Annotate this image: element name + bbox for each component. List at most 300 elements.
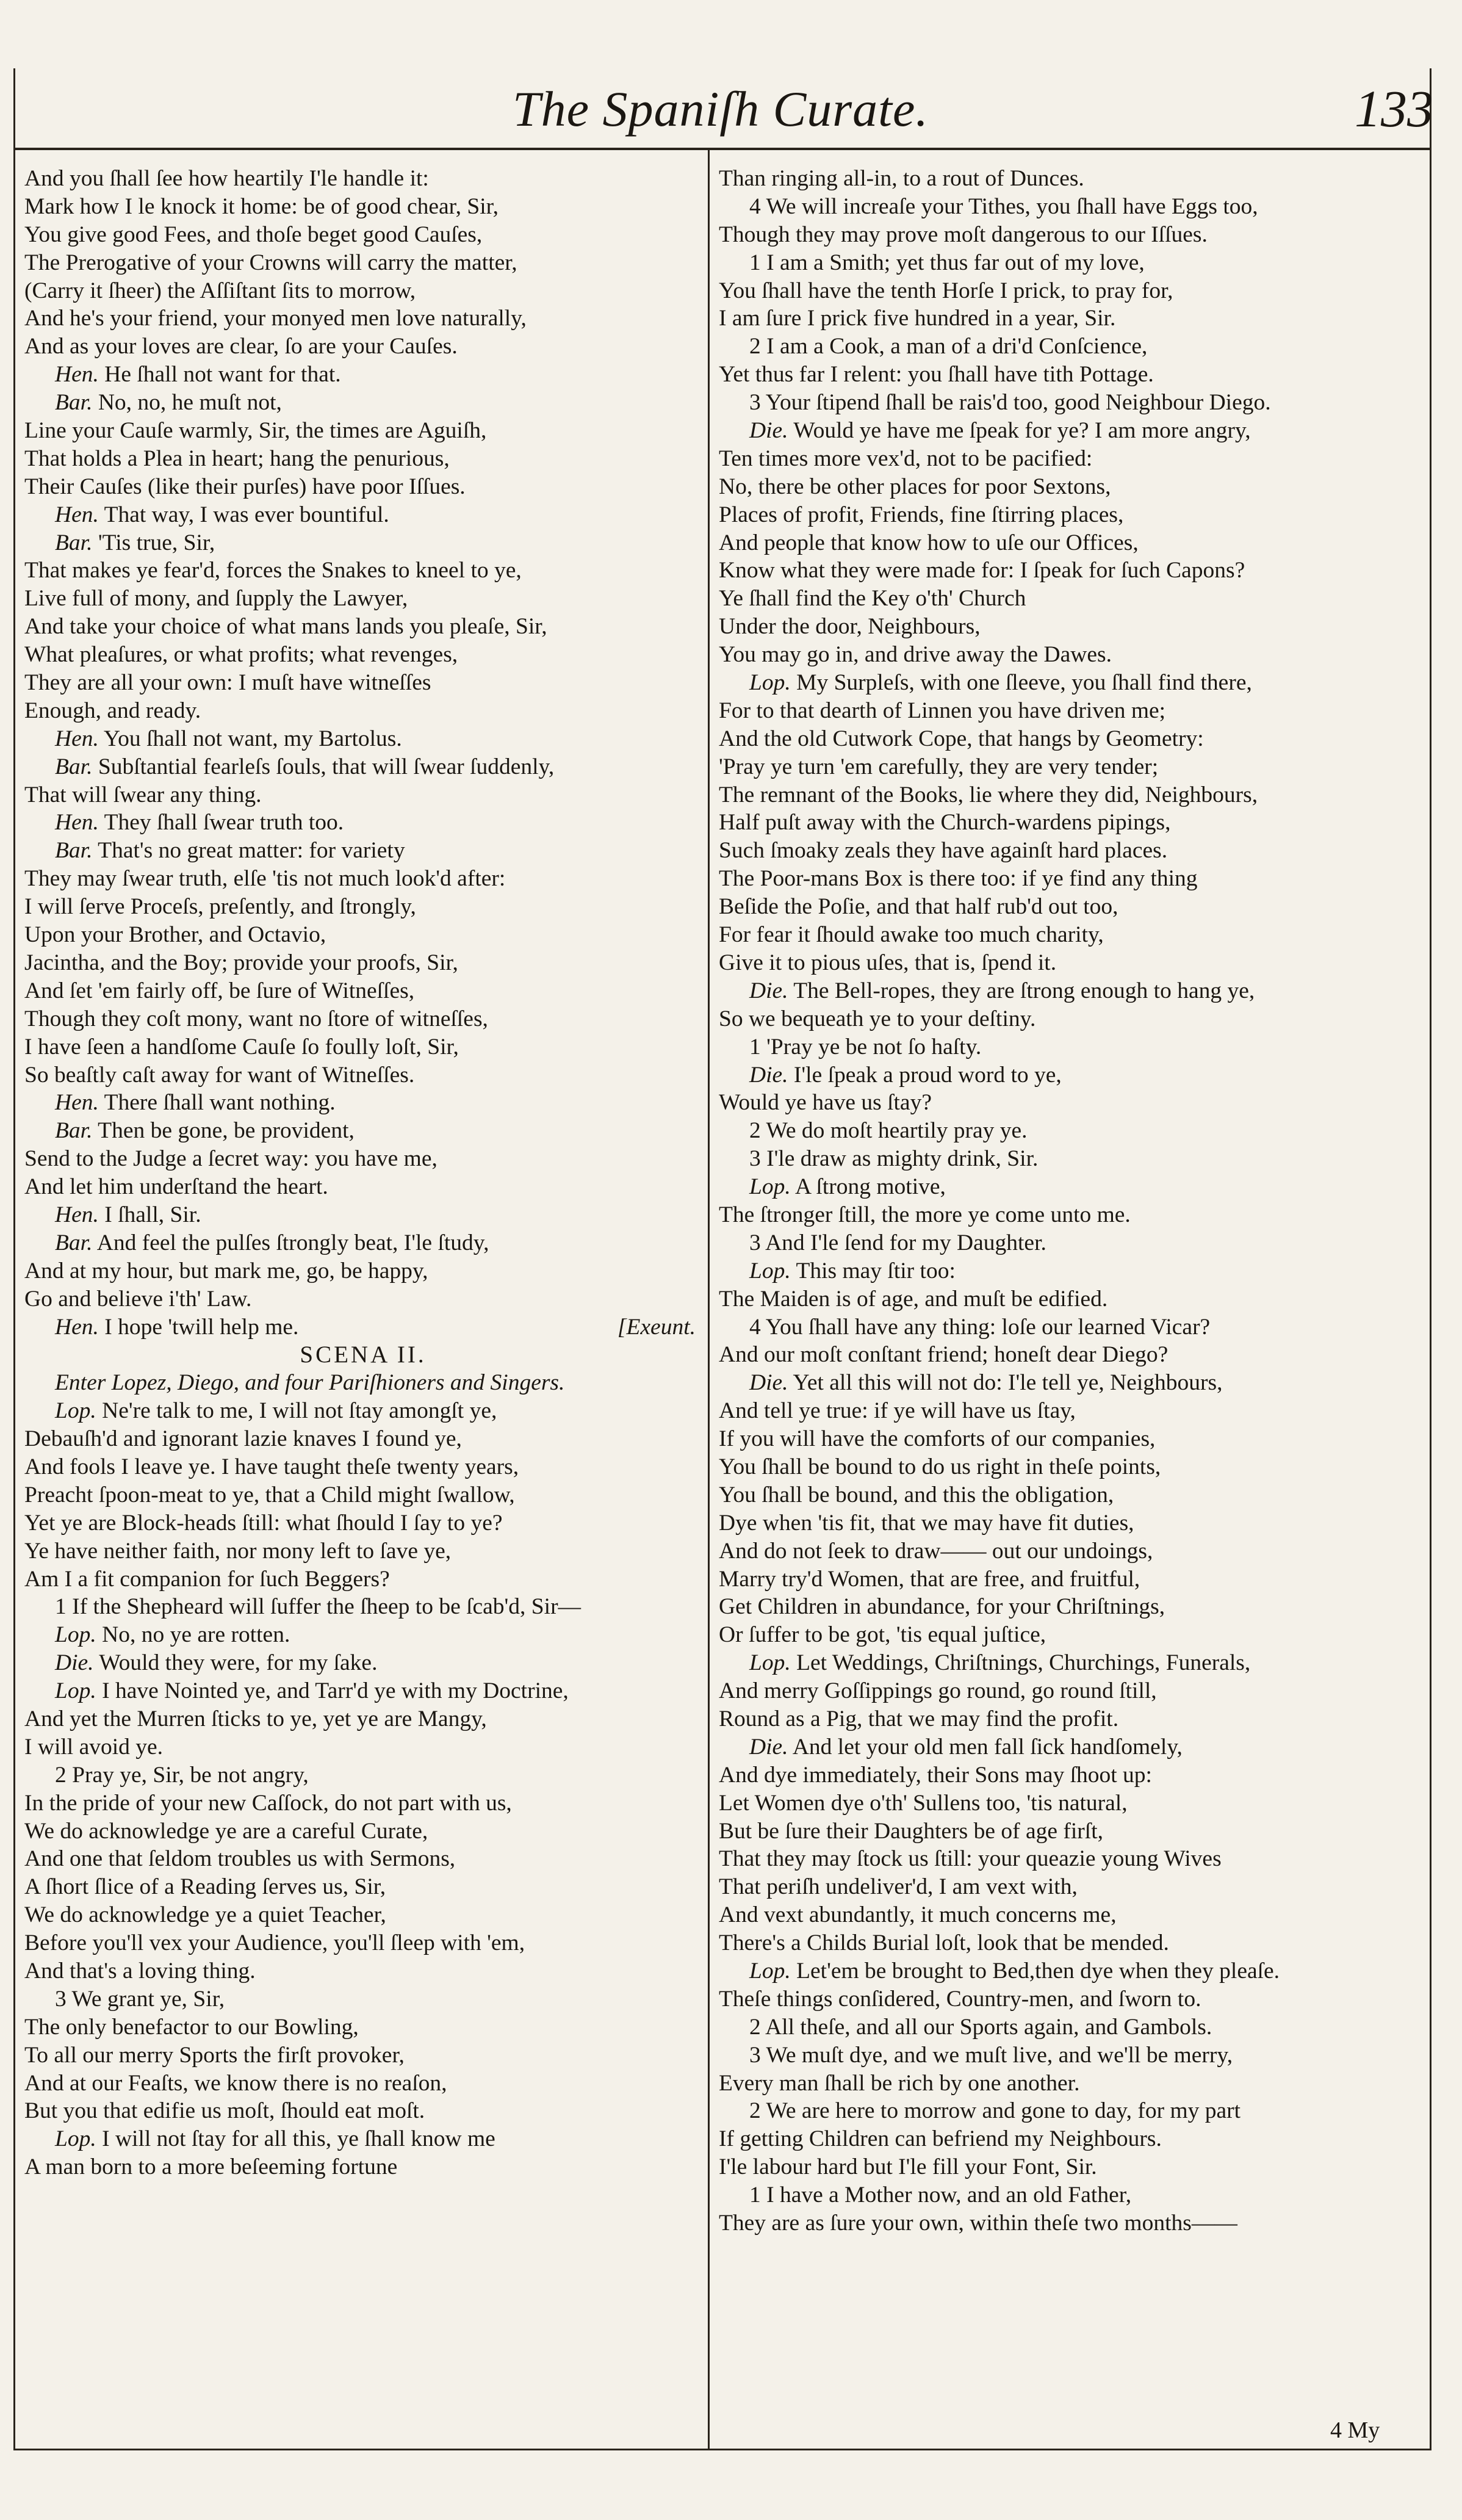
line-text: Though they may prove moſt dangerous to our Iſſues. — [719, 222, 1208, 247]
line-text: The Maiden is of age, and muſt be edified. — [719, 1286, 1108, 1312]
line-text: Let Women dye o'th' Sullens too, 'tis natural, — [719, 1790, 1128, 1816]
verse-line — [719, 2181, 1421, 2209]
verse-line — [24, 2097, 702, 2125]
line-text: I have Nointed ye, and Tarr'd ye with my Doctrine, — [102, 1678, 569, 1704]
verse-line — [24, 1033, 702, 1061]
stage-direction-entrance — [24, 1369, 702, 1397]
verse-line — [719, 1593, 1421, 1621]
verse-line — [24, 725, 702, 753]
speaker-prefix: 3 — [749, 390, 761, 416]
line-text: 'Tis true, Sir, — [98, 530, 215, 555]
stage-direction-exit: [Exeunt. — [617, 1314, 696, 1340]
page-number: 133 — [1355, 79, 1433, 138]
line-text: And feel the pulſes ſtrongly beat, I'le ſtudy, — [96, 1230, 489, 1255]
verse-line — [719, 1173, 1421, 1201]
line-text: And merry Goſſippings go round, go round ſtill, — [719, 1678, 1157, 1704]
verse-line — [24, 697, 702, 725]
verse-line — [24, 305, 702, 333]
right-column — [719, 165, 1421, 2237]
speaker-prefix: Hen. — [55, 1202, 99, 1227]
line-text: That periſh undeliver'd, I am vext with, — [719, 1874, 1078, 1900]
line-text: That holds a Plea in heart; hang the penurious, — [24, 446, 450, 471]
verse-line — [24, 1005, 702, 1033]
line-text: I hope 'twill help me. — [104, 1314, 299, 1340]
line-text: That way, I was ever bountiful. — [104, 502, 389, 527]
line-text: We will increaſe your Tithes, you ſhall have Eggs too, — [766, 193, 1258, 219]
line-text: To all our merry Sports the firſt provoker, — [24, 2042, 405, 2068]
line-text: And let your old men fall ſick handſomely, — [792, 1734, 1183, 1760]
line-text: They ſhall ſwear truth too. — [104, 810, 344, 836]
line-text: I'le labour hard but I'le fill your Font, Sir. — [719, 2154, 1097, 2180]
verse-line — [24, 809, 702, 837]
line-text: I am a Smith; yet thus far out of my love, — [766, 250, 1145, 275]
line-text: And the old Cutwork Cope, that hangs by Geometry: — [719, 726, 1204, 751]
speaker-prefix: Die. — [749, 1734, 788, 1760]
verse-line — [24, 193, 702, 221]
speaker-prefix: Die. — [749, 978, 788, 1003]
line-text: I am ſure I prick five hundred in a year, Sir. — [719, 306, 1116, 331]
verse-line — [719, 1537, 1421, 1565]
line-text: Go and believe i'th' Law. — [24, 1286, 252, 1312]
line-text: Pray ye, Sir, be not angry, — [72, 1762, 309, 1788]
verse-line — [719, 529, 1421, 557]
header-rule — [13, 148, 1431, 150]
verse-line — [719, 1257, 1421, 1285]
line-text: They are as ſure your own, within theſe two months—— — [719, 2211, 1237, 2236]
line-text: You ſhall have any thing: loſe our learned Vicar? — [765, 1314, 1211, 1340]
verse-line — [719, 417, 1421, 445]
line-text: And do not ſeek to draw—— out our undoings, — [719, 1538, 1153, 1564]
verse-line — [719, 1285, 1421, 1313]
line-text: I have ſeen a handſome Cauſe ſo foully loſt, Sir, — [24, 1034, 459, 1060]
line-text: And at our Feaſts, we know there is no reaſon, — [24, 2070, 447, 2096]
line-text: Let Weddings, Chriſtnings, Churchings, Funerals, — [796, 1650, 1251, 1676]
verse-line — [24, 1425, 702, 1453]
line-text: A ſhort ſlice of a Reading ſerves us, Sir, — [24, 1874, 386, 1900]
verse-line — [24, 1957, 702, 1985]
line-text: Yet all this will not do: I'le tell ye, Neighbours, — [793, 1370, 1223, 1396]
speaker-prefix: 4 — [749, 193, 761, 219]
verse-line — [24, 389, 702, 417]
line-text: A ſtrong motive, — [795, 1174, 946, 1200]
verse-line — [719, 2097, 1421, 2125]
verse-line — [24, 2013, 702, 2042]
line-text: Round as a Pig, that we may find the profit. — [719, 1706, 1119, 1731]
line-text: Half puſt away with the Church-wardens pipings, — [719, 810, 1171, 836]
verse-line — [719, 1985, 1421, 2013]
line-text: I'le ſpeak a proud word to ye, — [793, 1062, 1062, 1088]
speaker-prefix: 3 — [749, 1146, 761, 1172]
line-text: For fear it ſhould awake too much charity, — [719, 922, 1104, 948]
line-text: Would ye have me ſpeak for ye? I am more angry, — [793, 418, 1251, 444]
verse-line — [24, 557, 702, 585]
verse-line — [24, 669, 702, 697]
speaker-prefix: Die. — [749, 1370, 788, 1396]
line-text: And one that ſeldom troubles us with Sermons, — [24, 1846, 456, 1872]
line-text: A man born to a more beſeeming fortune — [24, 2154, 398, 2180]
line-text: Yet thus far I relent: you ſhall have tith Pottage. — [719, 362, 1154, 388]
verse-line — [719, 893, 1421, 921]
line-text: There's a Childs Burial loſt, look that be mended. — [719, 1930, 1169, 1956]
catchword: 4 My — [1330, 2417, 1380, 2443]
running-title: The Spaniſh Curate. — [513, 81, 929, 137]
verse-line — [719, 501, 1421, 529]
speaker-prefix: Die. — [749, 418, 788, 444]
verse-line — [24, 1229, 702, 1257]
line-text: They may ſwear truth, elſe 'tis not much look'd after: — [24, 866, 506, 892]
verse-line — [719, 557, 1421, 585]
verse-line — [24, 1145, 702, 1173]
line-text: Under the door, Neighbours, — [719, 614, 981, 640]
verse-line — [24, 2042, 702, 2070]
verse-line — [24, 361, 702, 389]
verse-line — [24, 1845, 702, 1873]
line-text: Enough, and ready. — [24, 698, 201, 723]
verse-line — [719, 1649, 1421, 1677]
verse-line — [24, 1397, 702, 1425]
line-text: The Poor-mans Box is there too: if ye find any thing — [719, 866, 1198, 892]
speaker-prefix: Bar. — [55, 838, 93, 864]
verse-line — [24, 501, 702, 529]
line-text: What pleaſures, or what profits; what revenges, — [24, 642, 458, 668]
line-text: You give good Fees, and thoſe beget good Cauſes, — [24, 222, 483, 247]
line-text: The ſtronger ſtill, the more ye come unto me. — [719, 1202, 1131, 1227]
speaker-prefix: Bar. — [55, 754, 93, 779]
line-text: Jacintha, and the Boy; provide your proofs, Sir, — [24, 950, 458, 975]
verse-line — [24, 1257, 702, 1285]
line-text: And tell ye true: if ye will have us ſtay, — [719, 1398, 1076, 1424]
speaker-prefix: Lop. — [55, 1398, 96, 1424]
verse-line — [719, 1481, 1421, 1509]
line-text: That they may ſtock us ſtill: your queazie young Wives — [719, 1846, 1222, 1872]
verse-line — [24, 2153, 702, 2181]
line-text: I will ſerve Proceſs, preſently, and ſtrongly, — [24, 894, 416, 920]
speaker-prefix: Lop. — [749, 670, 791, 696]
verse-line — [719, 1313, 1421, 1341]
speaker-prefix: 2 — [55, 1762, 67, 1788]
speaker-prefix: Hen. — [55, 362, 99, 388]
line-text: Their Cauſes (like their purſes) have poor Iſſues. — [24, 474, 466, 499]
line-text: Mark how I le knock it home: be of good chear, Sir, — [24, 193, 499, 219]
verse-line — [719, 1789, 1421, 1818]
speaker-prefix: Bar. — [55, 1118, 93, 1144]
verse-line — [719, 781, 1421, 809]
verse-line — [24, 893, 702, 921]
line-text: And take your choice of what mans lands you pleaſe, Sir, — [24, 614, 547, 640]
line-text: Send to the Judge a ſecret way: you have me, — [24, 1146, 438, 1172]
verse-line — [719, 277, 1421, 305]
speaker-prefix: Hen. — [55, 726, 99, 751]
verse-line — [24, 949, 702, 977]
speaker-prefix: 1 — [749, 250, 761, 275]
line-text: Before you'll vex your Audience, you'll ſleep with 'em, — [24, 1930, 525, 1956]
speaker-prefix: 3 — [749, 2042, 761, 2068]
verse-line — [24, 1649, 702, 1677]
line-text: There ſhall want nothing. — [104, 1090, 336, 1116]
line-text: Ye have neither faith, nor mony left to ſave ye, — [24, 1538, 452, 1564]
line-text: For to that dearth of Linnen you have driven me; — [719, 698, 1166, 723]
verse-line — [719, 949, 1421, 977]
verse-line — [24, 333, 702, 361]
verse-line — [719, 1845, 1421, 1873]
verse-line — [719, 1061, 1421, 1089]
line-text: He ſhall not want for that. — [104, 362, 341, 388]
speaker-prefix: 3 — [55, 1986, 67, 2012]
verse-line — [24, 641, 702, 669]
verse-line — [719, 1705, 1421, 1733]
verse-line — [719, 165, 1421, 193]
line-text: In the pride of your new Caſſock, do not part with us, — [24, 1790, 512, 1816]
line-text: (Carry it ſheer) the Aſſiſtant ſits to morrow, — [24, 278, 416, 303]
verse-line — [719, 1425, 1421, 1453]
line-text: Let'em be brought to Bed,then dye when they pleaſe. — [796, 1959, 1280, 1984]
verse-line — [719, 753, 1421, 781]
verse-line — [719, 865, 1421, 893]
verse-line — [24, 1285, 702, 1313]
verse-line — [24, 1313, 702, 1341]
line-text: Or ſuffer to be got, 'tis equal juſtice, — [719, 1622, 1046, 1648]
line-text: Give it to pious uſes, that is, ſpend it. — [719, 950, 1057, 975]
verse-line — [719, 977, 1421, 1005]
speaker-prefix: 3 — [749, 1230, 761, 1255]
line-text: But be ſure their Daughters be of age firſt, — [719, 1818, 1103, 1844]
line-text: And at my hour, but mark me, go, be happy, — [24, 1258, 428, 1283]
line-text: Ten times more vex'd, not to be pacified: — [719, 446, 1093, 471]
verse-line — [719, 837, 1421, 865]
verse-line — [719, 1929, 1421, 1957]
line-text: No, there be other places for poor Sextons, — [719, 474, 1111, 499]
verse-line — [719, 2209, 1421, 2237]
verse-line — [719, 725, 1421, 753]
verse-line — [24, 1789, 702, 1818]
line-text: The only benefactor to our Bowling, — [24, 2014, 359, 2040]
line-text: Debauſh'd and ignorant lazie knaves I found ye, — [24, 1426, 462, 1452]
line-text: I am a Cook, a man of a dri'd Conſcience, — [766, 334, 1148, 359]
line-text: I ſhall, Sir. — [104, 1202, 201, 1227]
line-text: Upon your Brother, and Octavio, — [24, 922, 326, 948]
line-text: That's no great matter: for variety — [98, 838, 405, 864]
line-text: Get Children in abundance, for your Chriſtnings, — [719, 1594, 1165, 1620]
verse-line — [24, 1537, 702, 1565]
line-text: Places of profit, Friends, fine ſtirring places, — [719, 502, 1124, 527]
verse-line — [719, 669, 1421, 697]
line-text: Every man ſhall be rich by one another. — [719, 2070, 1080, 2096]
entrance-text: Enter Lopez, Diego, and four Pariſhioners and Singers. — [55, 1370, 565, 1396]
line-text: No, no ye are rotten. — [102, 1622, 290, 1648]
line-text: The Prerogative of your Crowns will carry the matter, — [24, 250, 517, 275]
verse-line — [719, 585, 1421, 613]
verse-line — [24, 781, 702, 809]
speaker-prefix: 2 — [749, 2098, 761, 2124]
verse-line — [719, 1397, 1421, 1425]
line-text: They are all your own: I muſt have witneſſes — [24, 670, 431, 696]
verse-line — [24, 1453, 702, 1481]
line-text: Beſide the Poſie, and that half rub'd out too, — [719, 894, 1118, 920]
verse-line — [24, 1705, 702, 1733]
verse-line — [719, 1453, 1421, 1481]
verse-line — [24, 473, 702, 501]
line-text: Yet ye are Block-heads ſtill: what ſhould I ſay to ye? — [24, 1510, 503, 1536]
verse-line — [719, 249, 1421, 277]
verse-line — [719, 1509, 1421, 1537]
verse-line — [719, 333, 1421, 361]
verse-line — [24, 249, 702, 277]
verse-line — [24, 977, 702, 1005]
line-text: Than ringing all-in, to a rout of Dunces. — [719, 166, 1084, 191]
line-text: I will avoid ye. — [24, 1734, 164, 1760]
verse-line — [719, 361, 1421, 389]
speaker-prefix: 1 — [749, 2182, 761, 2208]
line-text: And that's a loving thing. — [24, 1959, 256, 1984]
line-text: If you will have the comforts of our companies, — [719, 1426, 1156, 1452]
verse-line — [24, 1201, 702, 1229]
verse-line — [24, 1117, 702, 1145]
verse-line — [719, 1369, 1421, 1397]
verse-line — [24, 921, 702, 949]
line-text: We do acknowledge ye are a careful Curate, — [24, 1818, 428, 1844]
verse-line — [24, 1929, 702, 1957]
left-column — [24, 165, 702, 2181]
line-text: And dye immediately, their Sons may ſhoot up: — [719, 1762, 1152, 1788]
verse-line — [24, 1089, 702, 1117]
verse-line — [719, 641, 1421, 669]
verse-line — [719, 1901, 1421, 1929]
line-text: This may ſtir too: — [796, 1258, 956, 1283]
line-text: The remnant of the Books, lie where they did, Neighbours, — [719, 782, 1258, 807]
line-text: Ne're talk to me, I will not ſtay amongſt ye, — [102, 1398, 497, 1424]
speaker-prefix: Hen. — [55, 810, 99, 836]
verse-line — [719, 193, 1421, 221]
line-text: Though they coſt mony, want no ſtore of witneſſes, — [24, 1006, 488, 1031]
line-text: Ye ſhall find the Key o'th' Church — [719, 586, 1026, 612]
line-text: Your ſtipend ſhall be rais'd too, good Neighbour Diego. — [765, 390, 1271, 416]
verse-line — [719, 1761, 1421, 1789]
verse-line — [24, 1873, 702, 1901]
line-text: If the Shepheard will ſuffer the ſheep to be ſcab'd, Sir— — [72, 1594, 582, 1620]
verse-line — [24, 2125, 702, 2153]
speaker-prefix: Hen. — [55, 502, 99, 527]
line-text: Such ſmoaky zeals they have againſt hard places. — [719, 838, 1168, 864]
verse-line — [719, 1089, 1421, 1117]
speaker-prefix: Die. — [749, 1062, 788, 1088]
speaker-prefix: Lop. — [55, 1622, 96, 1648]
verse-line — [24, 1733, 702, 1761]
line-text: I have a Mother now, and an old Father, — [766, 2182, 1132, 2208]
verse-line — [24, 837, 702, 865]
verse-line — [719, 445, 1421, 473]
line-text: No, no, he muſt not, — [98, 390, 282, 416]
verse-line — [719, 1145, 1421, 1173]
verse-line — [24, 1901, 702, 1929]
verse-line — [24, 1061, 702, 1089]
line-text: 'Pray ye be not ſo haſty. — [766, 1034, 982, 1060]
line-text: I will not ſtay for all this, ye ſhall know me — [102, 2126, 495, 2152]
line-text: And people that know how to uſe our Offices, — [719, 530, 1139, 555]
verse-line — [719, 221, 1421, 249]
column-divider — [708, 150, 710, 2449]
speaker-prefix: Die. — [55, 1650, 94, 1676]
line-text: Live full of mony, and ſupply the Lawyer, — [24, 586, 408, 612]
line-text: My Surpleſs, with one ſleeve, you ſhall find there, — [796, 670, 1252, 696]
verse-line — [719, 1565, 1421, 1594]
line-text: And vext abundantly, it much concerns me, — [719, 1902, 1117, 1928]
verse-line — [719, 2070, 1421, 2098]
verse-line — [24, 529, 702, 557]
line-text: Then be gone, be provident, — [98, 1118, 355, 1144]
line-text: Would they were, for my ſake. — [99, 1650, 378, 1676]
verse-line — [719, 305, 1421, 333]
speaker-prefix: Lop. — [749, 1959, 791, 1984]
line-text: 'Pray ye turn 'em carefully, they are very tender; — [719, 754, 1159, 779]
speaker-prefix: Hen. — [55, 1314, 99, 1340]
verse-line — [719, 2042, 1421, 2070]
verse-line — [719, 2013, 1421, 2042]
line-text: We muſt dye, and we muſt live, and we'll be merry, — [766, 2042, 1233, 2068]
line-text: And ſet 'em fairly off, be ſure of Witneſſes, — [24, 978, 415, 1003]
verse-line — [719, 921, 1421, 949]
verse-line — [24, 585, 702, 613]
line-text: You ſhall have the tenth Horſe I prick, to pray for, — [719, 278, 1173, 303]
line-text: Subſtantial fearleſs ſouls, that will ſwear ſuddenly, — [98, 754, 555, 779]
verse-line — [719, 1201, 1421, 1229]
verse-line — [719, 1117, 1421, 1145]
scene-heading: SCENA II. — [300, 1341, 427, 1368]
verse-line — [719, 389, 1421, 417]
verse-line — [24, 1565, 702, 1594]
line-text: So we bequeath ye to your deſtiny. — [719, 1006, 1036, 1031]
line-text: We grant ye, Sir, — [71, 1986, 225, 2012]
verse-line — [719, 809, 1421, 837]
speaker-prefix: Bar. — [55, 390, 93, 416]
line-text: And let him underſtand the heart. — [24, 1174, 328, 1200]
line-text: We are here to morrow and gone to day, for my part — [766, 2098, 1241, 2124]
verse-line — [24, 277, 702, 305]
verse-line — [719, 1341, 1421, 1369]
line-text: That will ſwear any thing. — [24, 782, 262, 807]
line-text: You ſhall be bound to do us right in theſe points, — [719, 1454, 1161, 1479]
verse-line — [719, 2153, 1421, 2181]
verse-line — [719, 1621, 1421, 1649]
verse-line — [24, 1818, 702, 1846]
verse-line — [24, 1173, 702, 1201]
line-text: Dye when 'tis fit, that we may have fit duties, — [719, 1510, 1134, 1536]
verse-line — [719, 1677, 1421, 1705]
speaker-prefix: 4 — [749, 1314, 761, 1340]
verse-line — [719, 1733, 1421, 1761]
verse-line — [24, 1677, 702, 1705]
line-text: We do moſt heartily pray ye. — [766, 1118, 1028, 1144]
line-text: Marry try'd Women, that are free, and fruitful, — [719, 1566, 1140, 1592]
line-text: If getting Children can befriend my Neighbours. — [719, 2126, 1162, 2152]
speaker-prefix: Bar. — [55, 1230, 93, 1255]
line-text: I'le draw as mighty drink, Sir. — [766, 1146, 1039, 1172]
line-text: Line your Cauſe warmly, Sir, the times are Aguiſh, — [24, 418, 487, 444]
verse-line — [719, 1957, 1421, 1985]
speaker-prefix: 2 — [749, 1118, 761, 1144]
speaker-prefix: 1 — [55, 1594, 67, 1620]
line-text: And I'le ſend for my Daughter. — [765, 1230, 1046, 1255]
line-text: You ſhall be bound, and this the obligation, — [719, 1482, 1114, 1507]
verse-line — [719, 1229, 1421, 1257]
line-text: And you ſhall ſee how heartily I'le handle it: — [24, 166, 429, 191]
speaker-prefix: Lop. — [55, 1678, 96, 1704]
line-text: You ſhall not want, my Bartolus. — [103, 726, 402, 751]
speaker-prefix: 1 — [749, 1034, 761, 1060]
speaker-prefix: 2 — [749, 334, 761, 359]
line-text: And he's your friend, your monyed men love naturally, — [24, 306, 527, 331]
verse-line — [719, 1873, 1421, 1901]
verse-line — [24, 221, 702, 249]
